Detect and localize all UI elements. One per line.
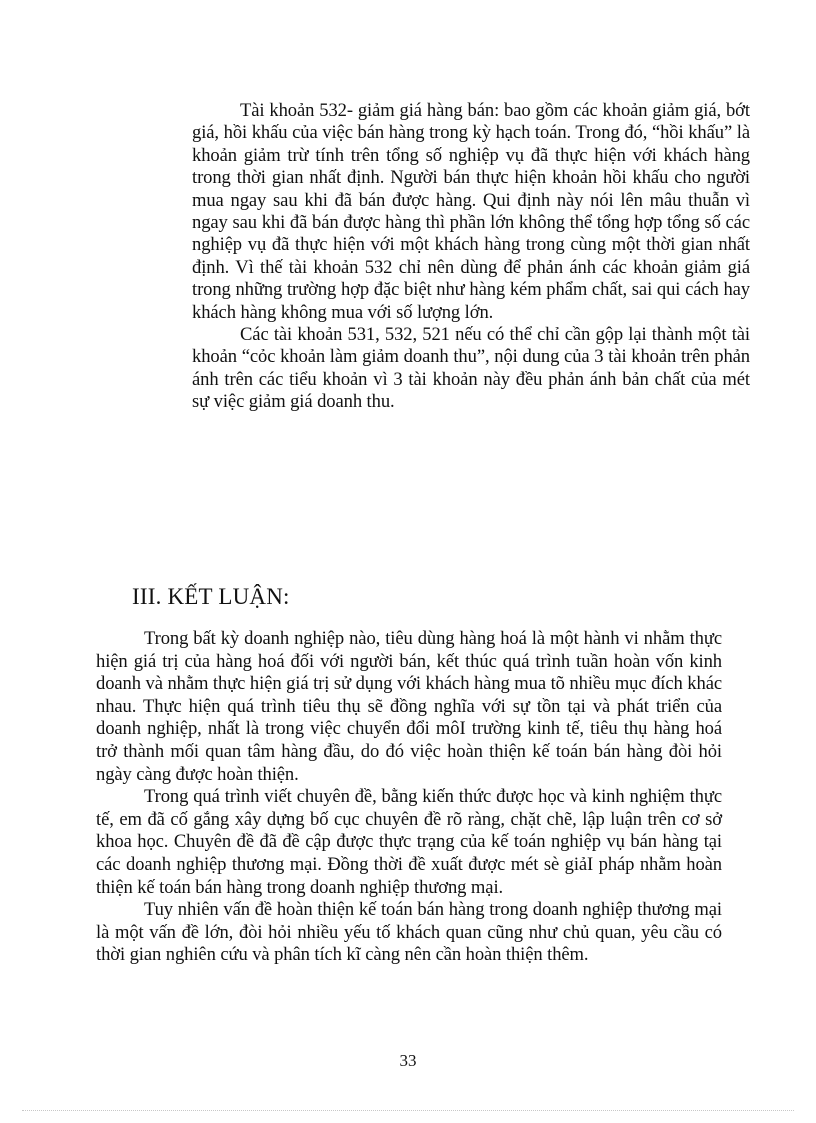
page-boundary-divider: [22, 1110, 794, 1111]
conclusion-text-block: [96, 628, 722, 967]
paragraph-account-532: Tài khoản 532- giảm giá hàng bán: bao gồm các khoản giảm giá, bớt giá, hồi khấu của việc bán hàng trong kỳ hạch toán. Trong đó, “hồi khấu” là khoản giảm trừ tính trên tổng số nghiệp vụ đã thực hiện với khách hàng trong thời gian nhất định. Người bán thực hiện khoản hồi khấu cho người mua ngay sau khi đã bán được hàng. Qui định này nói lên mâu thuẫn vì ngay sau khi đã bán được hàng thì phần lớn không thể tổng hợp tổng số các nghiệp vụ đã thực hiện với một khách hàng trong cùng một thời gian nhất định. Vì thế tài khoản 532 chỉ nên dùng để phản ánh các khoản giảm giá trong những trường hợp đặc biệt như hàng kém phẩm chất, sai qui cách hay khách hàng không mua với số lượng lớn.: [192, 100, 750, 323]
paragraph-conclusion-2: Trong quá trình viết chuyên đề, bằng kiến thức được học và kinh nghiệm thực tế, em đã cố gắng xây dựng bố cục chuyên đề rõ ràng, chặt chẽ, lập luận trên cơ sở khoa học. Chuyên đề đã đề cập được thực trạng của kế toán nghiệp vụ bán hàng tại các doanh nghiệp thương mại. Đồng thời đề xuất được mét sè giảI pháp nhằm hoàn thiện kế toán bán hàng trong doanh nghiệp thương mại.: [96, 786, 722, 898]
upper-text-block: [192, 100, 750, 414]
paragraph-conclusion-3: Tuy nhiên vấn đề hoàn thiện kế toán bán hàng trong doanh nghiệp thương mại là một vấn đề lớn, đòi hỏi nhiều yếu tố khách quan cũng như chủ quan, yêu cầu có thời gian nghiên cứu và phân tích kĩ càng nên cần hoàn thiện thêm.: [96, 899, 722, 966]
paragraph-conclusion-1: Trong bất kỳ doanh nghiệp nào, tiêu dùng hàng hoá là một hành vi nhằm thực hiện giá trị của hàng hoá đối với người bán, kết thúc quá trình tuần hoàn vốn kinh doanh và nhằm thực hiện giá trị sử dụng với khách hàng mua tõ nhiều mục đích khác nhau. Thực hiện quá trình tiêu thụ sẽ đồng nghĩa với sự tồn tại và phát triển của doanh nghiệp, nhất là trong việc chuyển đổi môI trường kinh tế, tiêu thụ hàng hoá trở thành mối quan tâm hàng đầu, do đó việc hoàn thiện kế toán bán hàng đòi hỏi ngày càng được hoàn thiện.: [96, 628, 722, 785]
paragraph-accounts-merge: Các tài khoản 531, 532, 521 nếu có thể chỉ cần gộp lại thành một tài khoản “cỏc khoản làm giảm doanh thu”, nội dung của 3 tài khoản trên phản ánh trên các tiểu khoản vì 3 tài khoản này đều phản ánh bản chất của mét sự việc giảm giá doanh thu.: [192, 324, 750, 413]
page-number: 33: [399, 1051, 417, 1070]
section-heading-conclusion: III. KẾT LUẬN:: [132, 584, 290, 609]
